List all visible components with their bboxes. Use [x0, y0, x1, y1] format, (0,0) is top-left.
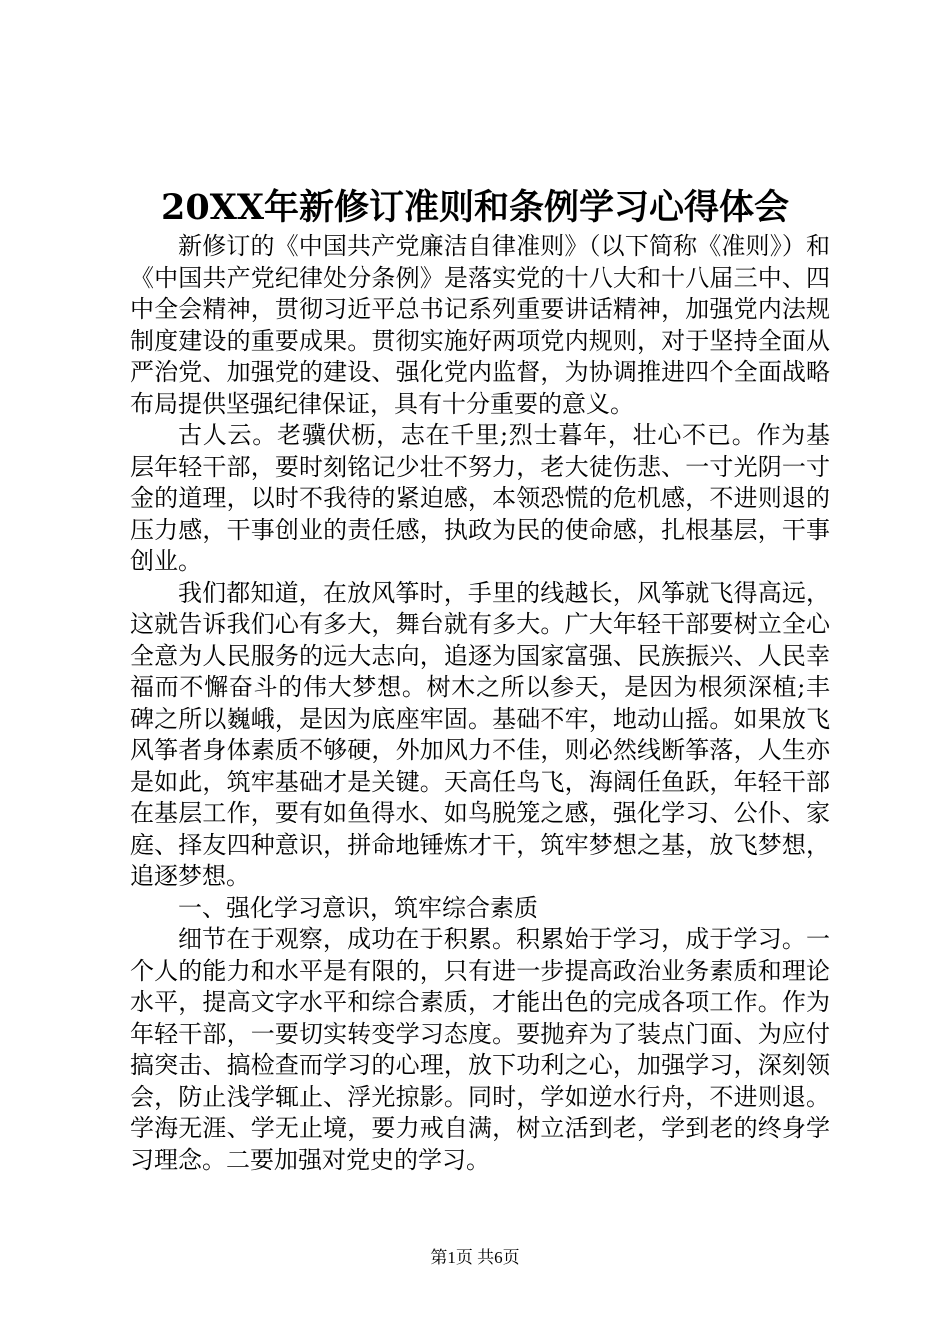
page-footer: 第1页 共6页	[430, 1248, 520, 1267]
document-title: 20XX年新修订准则和条例学习心得体会	[160, 187, 790, 228]
paragraph-3: 我们都知道，在放风筝时，手里的线越长，风筝就飞得高远，这就告诉我们心有多大，舞台就有多大。广大年轻干部要树立全心全意为人民服务的远大志向，追逐为国家富强、民族振兴、人民幸福而不懈奋斗的伟大梦想。树木之所以参天，是因为根须深植;丰碑之所以巍峨，是因为底座牢固。基础不牢，地动山摇。如果放飞风筝者身体素质不够硬，外加风力不佳，则必然线断筝落，人生亦是如此，筑牢基础才是关键。天高任鸟飞，海阔任鱼跃，年轻干部在基层工作，要有如鱼得水、如鸟脱笼之感，强化学习、公仆、家庭、择友四种意识，拼命地锤炼才干，筑牢梦想之基，放飞梦想，追逐梦想。	[130, 578, 830, 890]
paragraph-1: 新修订的《中国共产党廉洁自律准则》（以下简称《准则》）和《中国共产党纪律处分条例》是落实党的十八大和十八届三中、四中全会精神，贯彻习近平总书记系列重要讲话精神，加强党内法规制度建设的重要成果。贯彻实施好两项党内规则，对于坚持全面从严治党、加强党的建设、强化党内监督，为协调推进四个全面战略布局提供坚强纪律保证，具有十分重要的意义。	[130, 232, 830, 418]
paragraph-4: 细节在于观察，成功在于积累。积累始于学习，成于学习。一个人的能力和水平是有限的，只有进一步提高政治业务素质和理论水平，提高文字水平和综合素质，才能出色的完成各项工作。作为年轻干部，一要切实转变学习态度。要抛弃为了装点门面、为应付搞突击、搞检查而学习的心理，放下功利之心，加强学习，深刻领会，防止浅学辄止、浮光掠影。同时，学如逆水行舟，不进则退。学海无涯、学无止境，要力戒自满，树立活到老，学到老的终身学习理念。二要加强对党史的学习。	[130, 925, 830, 1174]
paragraph-2: 古人云。老骥伏枥，志在千里;烈士暮年，壮心不已。作为基层年轻干部，要时刻铭记少壮不努力，老大徒伤悲、一寸光阴一寸金的道理，以时不我待的紧迫感，本领恐慌的危机感，不进则退的压力感，干事创业的责任感，执政为民的使命感，扎根基层，干事创业。	[130, 421, 830, 575]
document-body	[130, 231, 830, 1176]
section-heading: 一、强化学习意识，筑牢综合素质	[178, 893, 538, 922]
